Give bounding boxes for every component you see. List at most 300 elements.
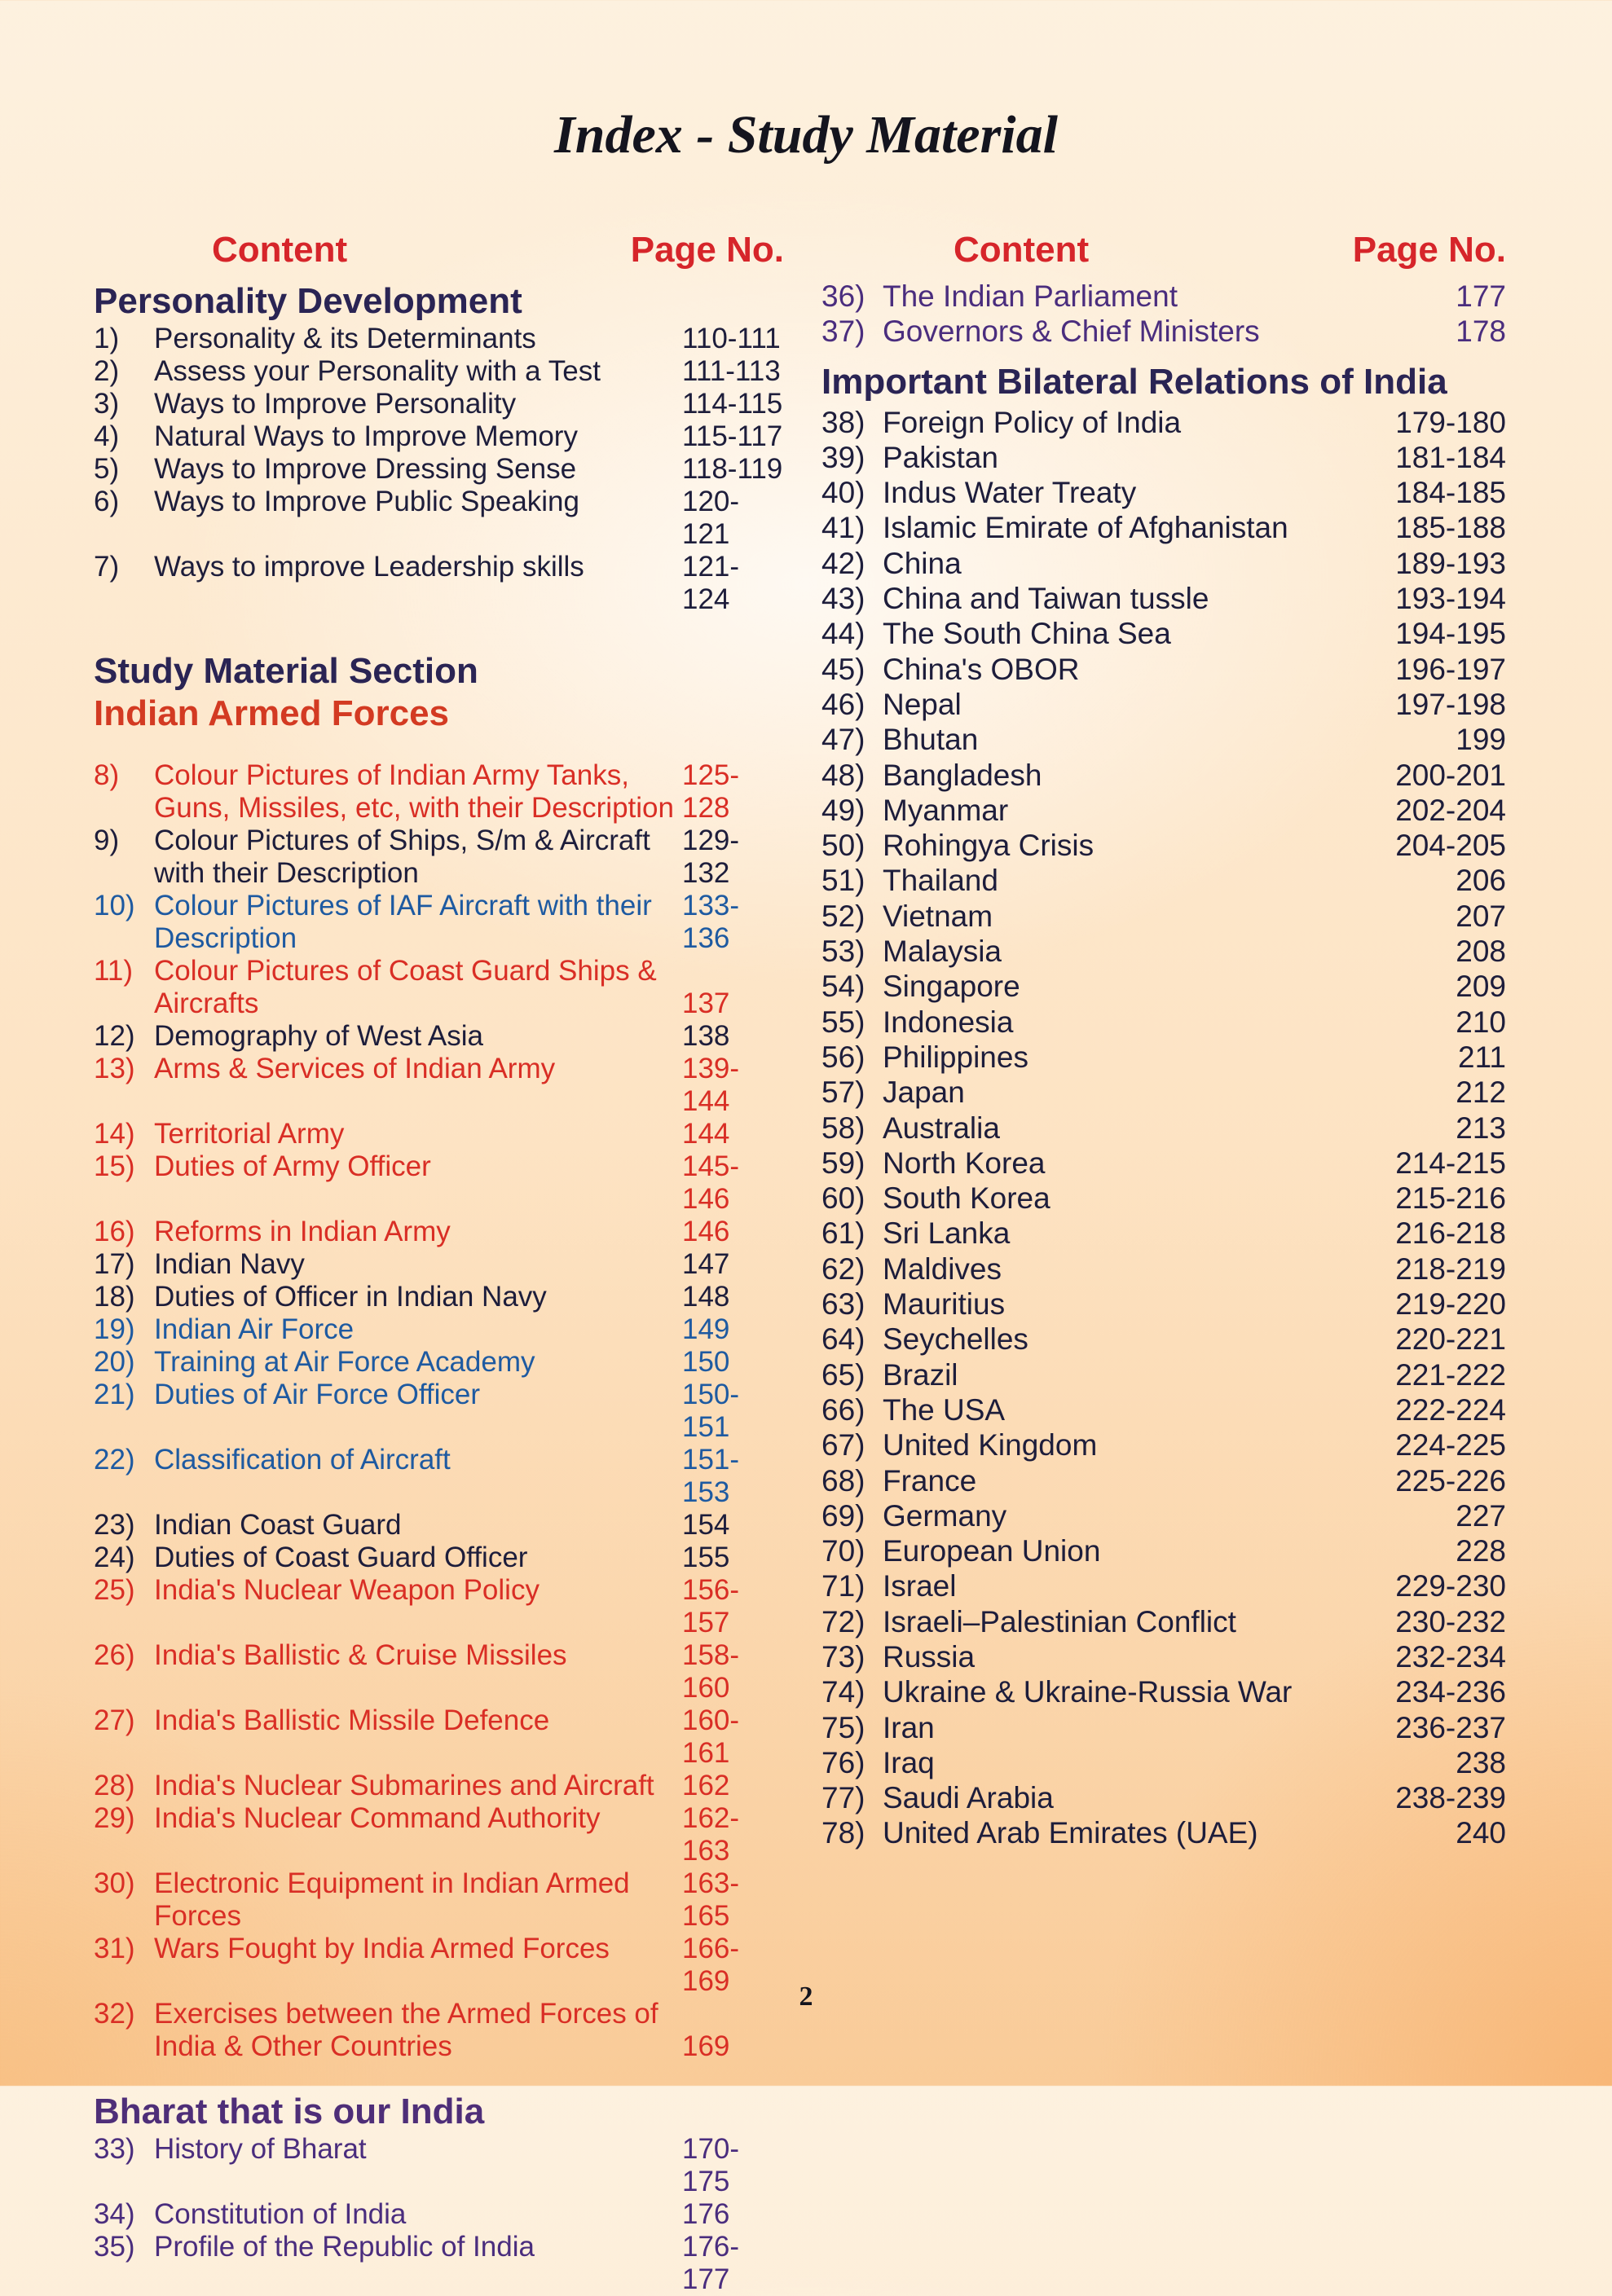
entry-title: Indian Coast Guard: [154, 1509, 402, 1541]
entry-number: 78): [821, 1816, 865, 1850]
entry-page: 238: [1456, 1745, 1506, 1779]
entry-page: 202-204: [1395, 793, 1506, 827]
entry-number: 33): [94, 2133, 135, 2165]
index-entry: [821, 1287, 1506, 1322]
entry-number: 4): [94, 420, 120, 452]
entry-title: Seychelles: [883, 1322, 1028, 1357]
index-entry: [94, 825, 784, 890]
entry-page: 213: [1456, 1111, 1506, 1145]
section-subheading-armed-forces: Indian Armed Forces: [94, 693, 450, 733]
entry-number: 19): [94, 1313, 135, 1345]
entry-number: 11): [94, 955, 133, 987]
right-column-header: [821, 230, 1506, 279]
entry-page: 181-184: [1395, 440, 1506, 474]
index-entry: [821, 1005, 1506, 1040]
entry-page: 150-151: [682, 1379, 740, 1443]
entry-number: 29): [94, 1802, 135, 1834]
index-entry: [821, 440, 1506, 475]
entry-number: 28): [94, 1770, 135, 1801]
index-entry: [94, 2231, 784, 2296]
entry-title: Mauritius: [883, 1287, 1006, 1322]
page-title: Index - Study Material: [554, 105, 1058, 165]
entry-page: 210: [1456, 1005, 1506, 1039]
entry-title: Malaysia: [883, 935, 1002, 969]
index-entry: [821, 546, 1506, 581]
entry-title: The USA: [883, 1392, 1006, 1427]
entry-page: 222-224: [1395, 1392, 1506, 1427]
entry-page: 214-215: [1395, 1146, 1506, 1180]
index-entry: [94, 1704, 784, 1770]
entry-number: 7): [94, 551, 120, 583]
entry-title: Natural Ways to Improve Memory: [154, 420, 578, 452]
section-heading-bilateral-relations: Important Bilateral Relations of India: [821, 361, 1447, 402]
parliament-list: [821, 279, 1506, 350]
index-entry: [821, 1745, 1506, 1780]
entry-title: Duties of Army Officer: [154, 1150, 431, 1182]
entry-number: 56): [821, 1040, 865, 1074]
entry-number: 74): [821, 1675, 865, 1709]
entry-page: 151-153: [682, 1444, 740, 1508]
entry-number: 75): [821, 1710, 865, 1744]
entry-number: 5): [94, 453, 120, 485]
entry-title: Colour Pictures of Ships, S/m & Aircraft with their Description: [154, 825, 650, 889]
entry-number: 42): [821, 546, 865, 580]
entry-title: France: [883, 1463, 977, 1498]
entry-title: Bangladesh: [883, 758, 1042, 792]
entry-number: 34): [94, 2198, 135, 2230]
index-entry: [94, 1281, 784, 1313]
index-entry: [821, 793, 1506, 828]
index-entry: [94, 453, 784, 486]
entry-title: Exercises between the Armed Forces of India & Other Countries: [154, 1998, 658, 2062]
page-number: 2: [799, 1982, 813, 2012]
index-entry: [821, 863, 1506, 898]
entry-page: 120-121: [682, 486, 740, 550]
section-heading-personality: Personality Development: [94, 281, 522, 321]
entry-number: 12): [94, 1020, 135, 1052]
entry-page: 162: [682, 1770, 730, 1801]
entry-title: History of Bharat: [154, 2133, 367, 2165]
entry-number: 30): [94, 1867, 135, 1899]
entry-number: 16): [94, 1216, 135, 1247]
entry-title: Japan: [883, 1075, 965, 1110]
entry-page: 200-201: [1395, 758, 1506, 792]
index-entry: [94, 1248, 784, 1281]
index-entry: [821, 1533, 1506, 1568]
index-entry: [94, 955, 784, 1020]
entry-title: Demography of West Asia: [154, 1020, 483, 1052]
entry-number: 8): [94, 759, 120, 791]
entry-title: Israel: [883, 1569, 957, 1603]
entry-page: 144: [682, 1118, 730, 1150]
entry-page: 110-111: [682, 323, 781, 354]
entry-title: Pakistan: [883, 440, 998, 474]
entry-page: 225-226: [1395, 1463, 1506, 1498]
entry-number: 53): [821, 935, 865, 969]
entry-page: 139-144: [682, 1053, 740, 1117]
index-entry: [821, 969, 1506, 1004]
entry-title: Colour Pictures of Indian Army Tanks, Guns, Missiles, etc, with their Description: [154, 759, 674, 824]
entry-number: 22): [94, 1444, 135, 1476]
entry-page: 179-180: [1395, 405, 1506, 439]
entry-title: Territorial Army: [154, 1118, 345, 1150]
index-entry: [821, 1392, 1506, 1427]
entry-number: 70): [821, 1534, 865, 1568]
index-entry: [94, 355, 784, 388]
entry-page: 156-157: [682, 1574, 740, 1638]
entry-page: 166-169: [682, 1933, 740, 1997]
entry-title: Duties of Officer in Indian Navy: [154, 1281, 547, 1313]
entry-page: 118-119: [682, 453, 783, 485]
entry-number: 68): [821, 1463, 865, 1498]
entry-title: Saudi Arabia: [883, 1781, 1054, 1815]
index-entry: [821, 1604, 1506, 1639]
entry-page: 169: [682, 2030, 730, 2062]
index-entry: [821, 1427, 1506, 1462]
index-entry: [821, 1780, 1506, 1815]
entry-number: 72): [821, 1604, 865, 1638]
index-entry: [821, 652, 1506, 687]
entry-page: 227: [1456, 1498, 1506, 1533]
entry-page: 185-188: [1395, 511, 1506, 545]
index-entry: [94, 1639, 784, 1704]
entry-title: Ways to Improve Dressing Sense: [154, 453, 577, 485]
entry-page: 215-216: [1395, 1181, 1506, 1216]
index-entry: [94, 1020, 784, 1053]
entry-page: 194-195: [1395, 617, 1506, 651]
entry-page: 145-146: [682, 1150, 740, 1215]
entry-title: Ukraine & Ukraine-Russia War: [883, 1675, 1293, 1709]
entry-number: 48): [821, 758, 865, 792]
entry-number: 63): [821, 1287, 865, 1322]
bilateral-relations-list: [821, 405, 1506, 1851]
entry-page: 197-198: [1395, 687, 1506, 721]
entry-title: Ways to Improve Public Speaking: [154, 486, 579, 517]
entry-title: China: [883, 546, 962, 580]
entry-page: 150: [682, 1346, 730, 1378]
entry-number: 45): [821, 652, 865, 686]
entry-title: Brazil: [883, 1357, 958, 1392]
entry-page: 221-222: [1395, 1357, 1506, 1392]
index-entry: [94, 1802, 784, 1867]
entry-title: Myanmar: [883, 793, 1009, 827]
entry-title: Indonesia: [883, 1005, 1014, 1039]
entry-number: 44): [821, 617, 865, 651]
entry-page: 207: [1456, 899, 1506, 933]
index-entry: [94, 551, 784, 616]
index-entry: [821, 687, 1506, 722]
index-entry: [821, 1357, 1506, 1392]
index-entry: [821, 722, 1506, 757]
entry-page: 121-124: [682, 551, 740, 615]
entry-number: 9): [94, 825, 120, 856]
entry-page: 138: [682, 1020, 730, 1052]
index-entry: [821, 1181, 1506, 1216]
index-entry: [94, 759, 784, 825]
index-entry: [821, 405, 1506, 440]
entry-number: 21): [94, 1379, 135, 1410]
entry-page: 162-163: [682, 1802, 740, 1867]
entry-title: United Kingdom: [883, 1428, 1098, 1462]
entry-title: Thailand: [883, 864, 998, 898]
entry-page: 129-132: [682, 825, 740, 889]
entry-page: 176-177: [682, 2231, 740, 2295]
index-entry: [821, 1639, 1506, 1674]
entry-title: Australia: [883, 1111, 1000, 1145]
entry-number: 51): [821, 864, 865, 898]
entry-title: India's Ballistic & Cruise Missiles: [154, 1639, 567, 1671]
content-header: Content: [954, 230, 1090, 270]
index-entry: [94, 323, 784, 355]
entry-number: 77): [821, 1781, 865, 1815]
page-no-header: Page No.: [630, 230, 784, 270]
entry-page: 148: [682, 1281, 730, 1313]
entry-page: 206: [1456, 864, 1506, 898]
index-entry: [94, 890, 784, 955]
index-entry: [821, 314, 1506, 349]
entry-title: South Korea: [883, 1181, 1050, 1216]
index-entry: [94, 1346, 784, 1379]
entry-title: Indus Water Treaty: [883, 476, 1137, 510]
index-entry: [94, 2198, 784, 2231]
entry-title: Indian Air Force: [154, 1313, 355, 1345]
entry-page: 232-234: [1395, 1639, 1506, 1674]
entry-title: Duties of Coast Guard Officer: [154, 1542, 528, 1573]
index-entry: [821, 1216, 1506, 1251]
entry-title: China and Taiwan tussle: [883, 582, 1209, 616]
entry-number: 62): [821, 1251, 865, 1286]
index-entry: [94, 1574, 784, 1639]
index-entry: [94, 388, 784, 420]
entry-number: 18): [94, 1281, 135, 1313]
entry-number: 3): [94, 388, 120, 420]
entry-title: Iran: [883, 1710, 935, 1744]
entry-page: 196-197: [1395, 652, 1506, 686]
index-entry: [821, 581, 1506, 616]
entry-page: 224-225: [1395, 1428, 1506, 1462]
entry-number: 40): [821, 476, 865, 510]
left-column-header: [94, 230, 784, 279]
entry-title: Indian Navy: [154, 1248, 305, 1280]
entry-title: Singapore: [883, 970, 1020, 1004]
entry-number: 6): [94, 486, 120, 517]
entry-number: 27): [94, 1704, 135, 1736]
entry-number: 24): [94, 1542, 135, 1573]
entry-title: Profile of the Republic of India: [154, 2231, 535, 2263]
index-entry: [821, 475, 1506, 510]
entry-page: 230-232: [1395, 1604, 1506, 1638]
entry-number: 15): [94, 1150, 135, 1182]
index-entry: [94, 1509, 784, 1542]
entry-title: Nepal: [883, 687, 962, 721]
entry-number: 57): [821, 1075, 865, 1110]
entry-page: 212: [1456, 1075, 1506, 1110]
entry-page: 208: [1456, 935, 1506, 969]
armed-forces-list: [94, 759, 784, 2063]
index-entry: [94, 1444, 784, 1509]
index-entry: [94, 420, 784, 453]
index-entry: [821, 1568, 1506, 1603]
entry-page: 178: [1456, 314, 1506, 349]
entry-number: 76): [821, 1745, 865, 1779]
entry-page: 219-220: [1395, 1287, 1506, 1322]
section-heading-bharat: Bharat that is our India: [94, 2091, 485, 2131]
entry-number: 39): [821, 440, 865, 474]
entry-title: Wars Fought by India Armed Forces: [154, 1933, 610, 1964]
entry-title: India's Nuclear Command Authority: [154, 1802, 601, 1834]
entry-number: 1): [94, 323, 120, 354]
entry-title: Electronic Equipment in Indian Armed Forces: [154, 1867, 630, 1932]
index-entry: [94, 1150, 784, 1216]
entry-page: 184-185: [1395, 476, 1506, 510]
index-entry: [821, 1710, 1506, 1745]
entry-title: Israeli–Palestinian Conflict: [883, 1604, 1236, 1638]
entry-title: Rohingya Crisis: [883, 829, 1094, 863]
entry-page: 170-175: [682, 2133, 740, 2197]
index-entry: [821, 828, 1506, 863]
index-entry: [94, 1216, 784, 1248]
bharat-list: [94, 2133, 784, 2296]
index-entry: [821, 1251, 1506, 1287]
index-entry: [821, 1111, 1506, 1146]
index-entry: [821, 758, 1506, 793]
entry-number: 37): [821, 314, 865, 349]
entry-page: 146: [682, 1216, 730, 1247]
entry-page: 220-221: [1395, 1322, 1506, 1357]
entry-number: 25): [94, 1574, 135, 1606]
entry-page: 234-236: [1395, 1675, 1506, 1709]
entry-number: 58): [821, 1111, 865, 1145]
index-entry: [821, 1815, 1506, 1850]
entry-number: 73): [821, 1639, 865, 1674]
entry-title: Sri Lanka: [883, 1216, 1011, 1251]
entry-title: Iraq: [883, 1745, 935, 1779]
index-entry: [821, 934, 1506, 969]
entry-title: Ways to Improve Personality: [154, 388, 517, 420]
entry-page: 160-161: [682, 1704, 740, 1769]
entry-page: 111-113: [682, 355, 781, 387]
entry-page: 158-160: [682, 1639, 740, 1704]
entry-number: 14): [94, 1118, 135, 1150]
entry-page: 216-218: [1395, 1216, 1506, 1251]
entry-page: 238-239: [1395, 1781, 1506, 1815]
section-heading-study-material: Study Material Section: [94, 651, 478, 691]
entry-title: European Union: [883, 1534, 1101, 1568]
entry-title: China's OBOR: [883, 652, 1080, 686]
index-entry: [94, 1770, 784, 1802]
entry-title: Arms & Services of Indian Army: [154, 1053, 556, 1084]
index-entry: [821, 616, 1506, 651]
index-entry: [94, 1118, 784, 1150]
entry-title: Bhutan: [883, 723, 979, 757]
entry-page: 228: [1456, 1534, 1506, 1568]
index-entry: [94, 1379, 784, 1444]
entry-title: India's Nuclear Submarines and Aircraft: [154, 1770, 654, 1801]
index-entry: [821, 1498, 1506, 1533]
entry-number: 71): [821, 1569, 865, 1603]
page-no-header: Page No.: [1352, 230, 1506, 270]
entry-page: 236-237: [1395, 1710, 1506, 1744]
entry-page: 229-230: [1395, 1569, 1506, 1603]
entry-title: Classification of Aircraft: [154, 1444, 451, 1476]
entry-page: 240: [1456, 1816, 1506, 1850]
entry-number: 10): [94, 890, 135, 921]
entry-title: Reforms in Indian Army: [154, 1216, 451, 1247]
entry-number: 23): [94, 1509, 135, 1541]
entry-page: 177: [1456, 279, 1506, 313]
index-entry: [821, 1146, 1506, 1181]
entry-page: 155: [682, 1542, 730, 1573]
entry-page: 147: [682, 1248, 730, 1280]
entry-number: 69): [821, 1498, 865, 1533]
entry-number: 32): [94, 1998, 135, 2030]
entry-title: Governors & Chief Ministers: [883, 314, 1260, 349]
entry-title: Germany: [883, 1498, 1007, 1533]
entry-number: 52): [821, 899, 865, 933]
entry-title: Colour Pictures of Coast Guard Ships & Aircrafts: [154, 955, 657, 1019]
index-entry: [821, 510, 1506, 545]
index-entry: [821, 1674, 1506, 1709]
entry-page: 137: [682, 987, 730, 1019]
entry-number: 49): [821, 793, 865, 827]
entry-title: Constitution of India: [154, 2198, 407, 2230]
entry-number: 65): [821, 1357, 865, 1392]
index-entry: [94, 486, 784, 551]
entry-page: 133-136: [682, 890, 740, 954]
entry-title: Training at Air Force Academy: [154, 1346, 535, 1378]
right-column: [821, 230, 1506, 1851]
entry-title: Vietnam: [883, 899, 993, 933]
entry-number: 38): [821, 405, 865, 439]
index-entry: [821, 1040, 1506, 1075]
entry-title: Russia: [883, 1639, 976, 1674]
entry-title: Duties of Air Force Officer: [154, 1379, 481, 1410]
entry-title: Assess your Personality with a Test: [154, 355, 601, 387]
index-entry: [94, 1867, 784, 1933]
index-entry: [94, 1542, 784, 1574]
index-entry: [94, 1313, 784, 1346]
entry-number: 31): [94, 1933, 135, 1964]
entry-page: 193-194: [1395, 582, 1506, 616]
index-entry: [821, 899, 1506, 934]
entry-number: 50): [821, 829, 865, 863]
entry-number: 43): [821, 582, 865, 616]
index-entry: [821, 1463, 1506, 1498]
entry-number: 36): [821, 279, 865, 313]
entry-title: Maldives: [883, 1251, 1002, 1286]
entry-page: 209: [1456, 970, 1506, 1004]
entry-page: 218-219: [1395, 1251, 1506, 1286]
entry-number: 46): [821, 687, 865, 721]
personality-list: [94, 323, 784, 616]
entry-title: Personality & its Determinants: [154, 323, 536, 354]
entry-page: 204-205: [1395, 829, 1506, 863]
entry-page: 199: [1456, 723, 1506, 757]
entry-number: 13): [94, 1053, 135, 1084]
entry-page: 163-165: [682, 1867, 740, 1932]
entry-number: 66): [821, 1392, 865, 1427]
entry-page: 176: [682, 2198, 730, 2230]
entry-number: 2): [94, 355, 120, 387]
content-header: Content: [212, 230, 348, 270]
index-entry: [94, 2133, 784, 2198]
entry-page: 154: [682, 1509, 730, 1541]
entry-title: Philippines: [883, 1040, 1028, 1074]
entry-number: 60): [821, 1181, 865, 1216]
entry-number: 55): [821, 1005, 865, 1039]
entry-number: 47): [821, 723, 865, 757]
entry-title: United Arab Emirates (UAE): [883, 1816, 1258, 1850]
